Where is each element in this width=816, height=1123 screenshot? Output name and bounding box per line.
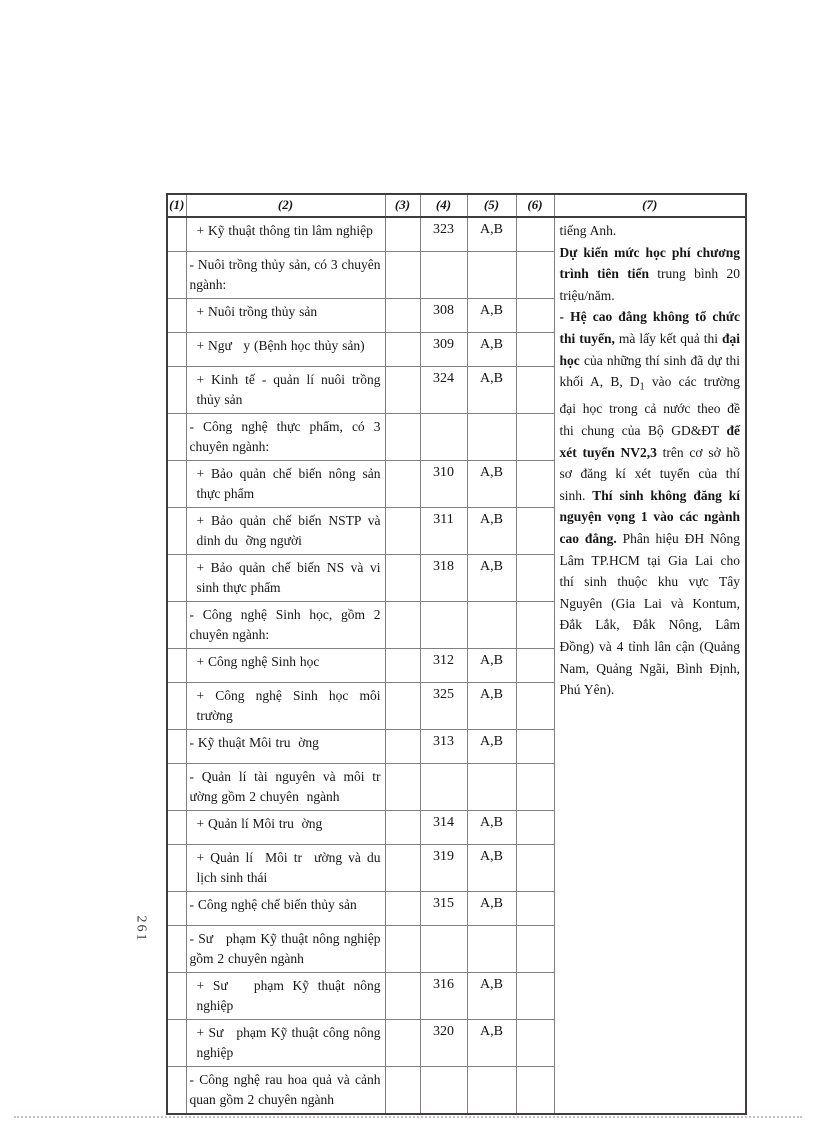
index-cell — [167, 1067, 186, 1115]
empty-cell-6 — [516, 333, 554, 367]
empty-cell-6 — [516, 683, 554, 730]
program-name-cell: + Công nghệ Sinh học — [186, 649, 385, 683]
index-cell — [167, 926, 186, 973]
exam-block-cell: A,B — [467, 508, 516, 555]
index-cell — [167, 892, 186, 926]
empty-cell-6 — [516, 730, 554, 764]
program-name-cell: + Nuôi trồng thủy sản — [186, 299, 385, 333]
program-name-cell: - Công nghệ Sinh học, gồm 2 chuyên ngành: — [186, 602, 385, 649]
empty-cell-3 — [385, 252, 420, 299]
table-body — [167, 217, 746, 1114]
empty-cell-3 — [385, 811, 420, 845]
index-cell — [167, 649, 186, 683]
empty-cell-6 — [516, 764, 554, 811]
exam-block-cell — [467, 1067, 516, 1115]
exam-block-cell: A,B — [467, 555, 516, 602]
exam-block-cell — [467, 926, 516, 973]
index-cell — [167, 299, 186, 333]
major-code-cell: 320 — [420, 1020, 467, 1067]
note-paragraph: - Hệ cao đẳng không tổ chức thi tuyển, mà lấy kết quả thi đại học của những thí sinh đã dự thi khối A, B, $D_1$ vào các trường đại học trong cả nước theo đề thi chung của Bộ GD&ĐT để xét tuyển NV2,3 trên cơ sở hồ sơ đăng kí xét tuyển của thí sinh. Thí sinh không đăng kí nguyện vọng 1 vào các ngành cao đẳng. Phân hiệu ĐH Nông Lâm TP.HCM tại Gia Lai cho thí sinh thuộc khu vực Tây Nguyên (Gia Lai và Kontum, Đắk Lắk, Đắk Nông, Lâm Đồng) và 4 tỉnh lân cận (Quảng Nam, Quảng Ngãi, Bình Định, Phú Yên). — [559, 309, 740, 698]
major-code-cell — [420, 602, 467, 649]
note-paragraph: Dự kiến mức học phí chương trình tiên tiến trung bình 20 triệu/năm. — [559, 244, 741, 303]
empty-cell-6 — [516, 1067, 554, 1115]
major-code-cell — [420, 926, 467, 973]
empty-cell-6 — [516, 926, 554, 973]
empty-cell-6 — [516, 602, 554, 649]
program-name-cell: + Kỹ thuật thông tin lâm nghiệp — [186, 217, 385, 252]
exam-block-cell: A,B — [467, 683, 516, 730]
program-name-cell: - Công nghệ rau hoa quả và cảnh quan gồm 2 chuyên ngành — [186, 1067, 385, 1115]
column-header-2: (2) — [186, 194, 385, 217]
index-cell — [167, 252, 186, 299]
major-code-cell: 314 — [420, 811, 467, 845]
empty-cell-3 — [385, 217, 420, 252]
note-paragraph: tiếng Anh. — [559, 223, 617, 238]
empty-cell-3 — [385, 414, 420, 461]
empty-cell-6 — [516, 892, 554, 926]
program-name-cell: + Ngư y (Bệnh học thủy sản) — [186, 333, 385, 367]
exam-block-cell — [467, 252, 516, 299]
program-name-cell: + Quản lí Môi tru ờng — [186, 811, 385, 845]
major-code-cell — [420, 1067, 467, 1115]
major-code-cell — [420, 414, 467, 461]
empty-cell-3 — [385, 1067, 420, 1115]
empty-cell-3 — [385, 461, 420, 508]
major-code-cell: 313 — [420, 730, 467, 764]
empty-cell-6 — [516, 414, 554, 461]
empty-cell-3 — [385, 683, 420, 730]
index-cell — [167, 764, 186, 811]
exam-block-cell: A,B — [467, 892, 516, 926]
program-name-cell: - Kỹ thuật Môi tru ờng — [186, 730, 385, 764]
major-code-cell: 325 — [420, 683, 467, 730]
major-code-cell: 311 — [420, 508, 467, 555]
program-name-cell: + Kinh tế - quản lí nuôi trồng thủy sản — [186, 367, 385, 414]
program-name-cell: + Bảo quản chế biến nông sản thực phẩm — [186, 461, 385, 508]
empty-cell-6 — [516, 508, 554, 555]
empty-cell-3 — [385, 299, 420, 333]
major-code-cell — [420, 252, 467, 299]
index-cell — [167, 333, 186, 367]
program-name-cell: - Công nghệ chế biến thủy sản — [186, 892, 385, 926]
major-code-cell: 323 — [420, 217, 467, 252]
empty-cell-6 — [516, 555, 554, 602]
exam-block-cell: A,B — [467, 1020, 516, 1067]
empty-cell-3 — [385, 649, 420, 683]
empty-cell-6 — [516, 252, 554, 299]
empty-cell-3 — [385, 926, 420, 973]
empty-cell-3 — [385, 333, 420, 367]
empty-cell-6 — [516, 845, 554, 892]
major-code-cell: 318 — [420, 555, 467, 602]
program-name-cell: + Bảo quản chế biến NSTP và dinh du ỡng người — [186, 508, 385, 555]
exam-block-cell: A,B — [467, 730, 516, 764]
program-name-cell: - Nuôi trồng thủy sản, có 3 chuyên ngành: — [186, 252, 385, 299]
empty-cell-3 — [385, 555, 420, 602]
exam-block-cell: A,B — [467, 973, 516, 1020]
exam-block-cell — [467, 602, 516, 649]
exam-block-cell — [467, 764, 516, 811]
column-header-7: (7) — [554, 194, 746, 217]
empty-cell-3 — [385, 764, 420, 811]
bottom-dotted-rule — [14, 1116, 802, 1118]
notes-cell — [554, 217, 746, 1114]
empty-cell-6 — [516, 1020, 554, 1067]
major-code-cell: 324 — [420, 367, 467, 414]
column-header-3: (3) — [385, 194, 420, 217]
index-cell — [167, 555, 186, 602]
index-cell — [167, 602, 186, 649]
empty-cell-3 — [385, 730, 420, 764]
empty-cell-6 — [516, 811, 554, 845]
column-header-1: (1) — [167, 194, 186, 217]
empty-cell-3 — [385, 1020, 420, 1067]
empty-cell-3 — [385, 973, 420, 1020]
program-name-cell: + Bảo quản chế biến NS và vi sinh thực phẩm — [186, 555, 385, 602]
table-header-row — [167, 194, 746, 217]
page-number: 261 — [133, 915, 149, 943]
column-header-6: (6) — [516, 194, 554, 217]
index-cell — [167, 461, 186, 508]
index-cell — [167, 367, 186, 414]
major-code-cell: 308 — [420, 299, 467, 333]
empty-cell-3 — [385, 508, 420, 555]
index-cell — [167, 973, 186, 1020]
empty-cell-6 — [516, 367, 554, 414]
exam-block-cell: A,B — [467, 333, 516, 367]
exam-block-cell: A,B — [467, 299, 516, 333]
program-name-cell: - Quản lí tài nguyên và môi tr ường gồm 2 chuyên ngành — [186, 764, 385, 811]
program-name-cell: + Quản lí Môi tr ường và du lịch sinh thái — [186, 845, 385, 892]
empty-cell-3 — [385, 367, 420, 414]
empty-cell-6 — [516, 299, 554, 333]
index-cell — [167, 845, 186, 892]
major-code-cell: 316 — [420, 973, 467, 1020]
exam-block-cell: A,B — [467, 845, 516, 892]
index-cell — [167, 414, 186, 461]
index-cell — [167, 1020, 186, 1067]
major-code-cell: 319 — [420, 845, 467, 892]
major-code-cell: 310 — [420, 461, 467, 508]
empty-cell-6 — [516, 461, 554, 508]
program-name-cell: + Công nghệ Sinh học môi trường — [186, 683, 385, 730]
program-name-cell: + Sư phạm Kỹ thuật công nông nghiệp — [186, 1020, 385, 1067]
exam-block-cell: A,B — [467, 649, 516, 683]
index-cell — [167, 730, 186, 764]
program-name-cell: - Sư phạm Kỹ thuật nông nghiệp gồm 2 chuyên ngành — [186, 926, 385, 973]
index-cell — [167, 217, 186, 252]
exam-block-cell: A,B — [467, 217, 516, 252]
major-code-cell: 309 — [420, 333, 467, 367]
exam-block-cell: A,B — [467, 367, 516, 414]
major-code-cell: 312 — [420, 649, 467, 683]
empty-cell-6 — [516, 649, 554, 683]
major-code-cell: 315 — [420, 892, 467, 926]
table-header — [167, 194, 746, 217]
program-name-cell: - Công nghệ thực phẩm, có 3 chuyên ngành: — [186, 414, 385, 461]
empty-cell-3 — [385, 845, 420, 892]
column-header-4: (4) — [420, 194, 467, 217]
column-header-5: (5) — [467, 194, 516, 217]
empty-cell-3 — [385, 602, 420, 649]
empty-cell-6 — [516, 217, 554, 252]
index-cell — [167, 508, 186, 555]
index-cell — [167, 811, 186, 845]
program-name-cell: + Sư phạm Kỹ thuật nông nghiệp — [186, 973, 385, 1020]
empty-cell-6 — [516, 973, 554, 1020]
table-row — [167, 217, 746, 252]
empty-cell-3 — [385, 892, 420, 926]
exam-block-cell: A,B — [467, 461, 516, 508]
admissions-table — [166, 193, 747, 1115]
exam-block-cell — [467, 414, 516, 461]
major-code-cell — [420, 764, 467, 811]
exam-block-cell: A,B — [467, 811, 516, 845]
index-cell — [167, 683, 186, 730]
